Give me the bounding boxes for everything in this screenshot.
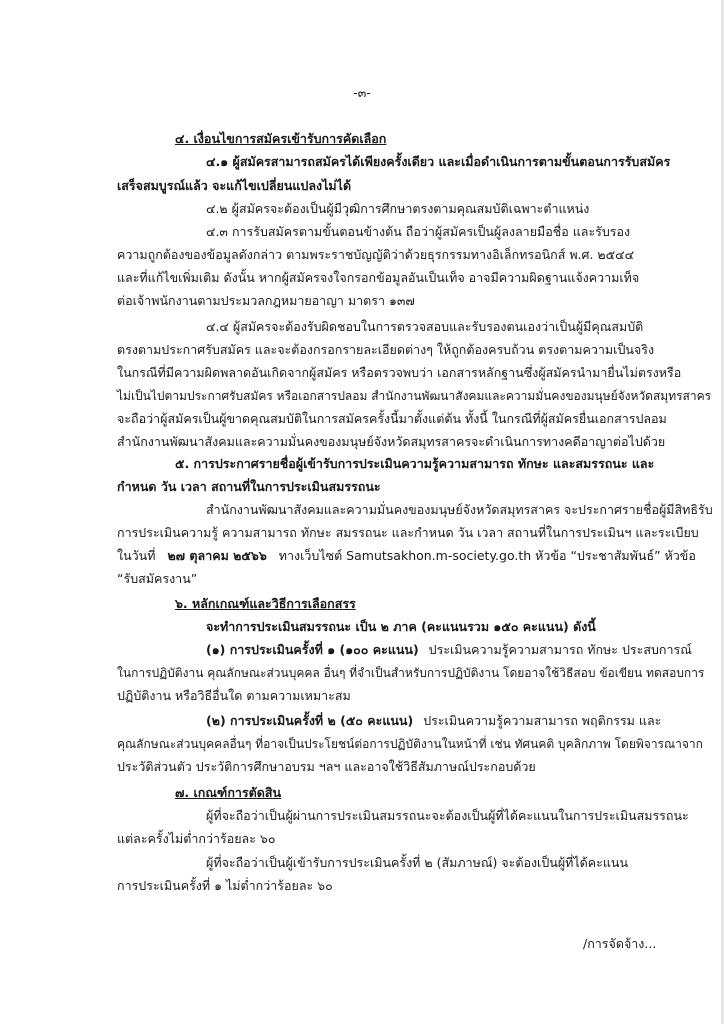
part-2-line-2: คุณลักษณะส่วนบุคคลอื่นๆ ที่อาจเป็นประโยชน์ต่อการปฏิบัติงานในหน้าที่ เช่น ทัศนคติ บุคลิกภาพ โดยพิจารณาจาก: [117, 737, 703, 751]
section-5-line-4: “รับสมัครงาน”: [117, 571, 198, 586]
part-2-line-3: ประวัติส่วนตัว ประวัติการศึกษาอบรม ฯลฯ และอาจใช้วิธีสัมภาษณ์ประกอบด้วย: [117, 759, 536, 774]
section-4-heading: [0, 131, 724, 147]
part-2-description: ประเมินความรู้ความสามารถ พฤติกรรม และ: [423, 713, 662, 728]
section-7-heading: [0, 785, 724, 801]
date-prefix: ในวันที่: [117, 548, 156, 563]
item-4-3-line-2: ความถูกต้องของข้อมูลดังกล่าว ตามพระราชบัญญัติว่าด้วยธุรกรรมทางอิเล็กทรอนิกส์ พ.ศ. ๒๕๔๔: [117, 247, 635, 262]
part-1-description: ประเมินความรู้ความสามารถ ทักษะ ประสบการณ์: [428, 642, 692, 657]
section-5-heading-line-1: ๕. การประกาศรายชื่อผู้เข้ารับการประเมินความรู้ความสามารถ ทักษะ และสมรรถนะ และ: [175, 456, 655, 471]
continuation-marker: /การจัดจ้าง...: [583, 936, 657, 951]
section-7-heading-text: ๗. เกณฑ์การตัดสิน: [175, 785, 282, 800]
website-reference: ทางเว็บไซต์ Samutsakhon.m-society.go.th หัวข้อ “ประชาสัมพันธ์” หัวข้อ: [278, 548, 696, 563]
item-4-3-line-4: ต่อเจ้าพนักงานตามประมวลกฎหมายอาญา มาตรา ๑๓๗: [117, 293, 415, 308]
section-7-para-2-line-1: ผู้ที่จะถือว่าเป็นผู้เข้ารับการประเมินครั้งที่ ๒ (สัมภาษณ์) จะต้องเป็นผู้ที่ได้คะแนน: [206, 855, 629, 870]
section-6-heading: [0, 596, 724, 612]
item-4-4-line-3: ในกรณีที่มีความผิดพลาดอันเกิดจากผู้สมัคร หรือตรวจพบว่า เอกสารหลักฐานซึ่งผู้สมัครนำมายื่นไม่ตรงหรือ: [117, 365, 682, 380]
section-7-para-1-line-1: ผู้ที่จะถือว่าเป็นผู้ผ่านการประเมินสมรรถนะจะต้องเป็นผู้ที่ได้คะแนนในการประเมินสมรรถนะ: [206, 808, 689, 823]
section-6-subheading: จะทำการประเมินสมรรถนะ เป็น ๒ ภาค (คะแนนรวม ๑๕๐ คะแนน) ดังนี้: [206, 619, 596, 634]
item-4-1-line-1: ๔.๑ ผู้สมัครสามารถสมัครได้เพียงครั้งเดียว และเมื่อดำเนินการตามขั้นตอนการรับสมัคร: [206, 154, 671, 169]
section-7-para-1-line-2: แต่ละครั้งไม่ต่ำกว่าร้อยละ ๖๐: [117, 831, 276, 846]
part-2-line-1: [0, 713, 724, 729]
item-4-4-line-2: ตรงตามประกาศรับสมัคร และจะต้องกรอกรายละเอียดต่างๆ ให้ถูกต้องครบถ้วน ตรงตามความเป็นจริง: [117, 342, 655, 357]
part-1-line-1: [0, 642, 724, 658]
section-5-line-3: [0, 548, 724, 564]
section-5-line-1: สำนักงานพัฒนาสังคมและความมั่นคงของมนุษย์จังหวัดสมุทรสาคร จะประกาศรายชื่อผู้มีสิทธิรับ: [206, 502, 713, 517]
item-4-3-line-3: และที่แก้ไขเพิ่มเติม ดังนั้น หากผู้สมัครจงใจกรอกข้อมูลอันเป็นเท็จ อาจมีความผิดฐานแจ้งความเท็จ: [117, 270, 640, 285]
section-6-heading-text: ๖. หลักเกณฑ์และวิธีการเลือกสรร: [175, 596, 356, 611]
section-5-line-2: การประเมินความรู้ ความสามารถ ทักษะ สมรรถนะ และกำหนด วัน เวลา สถานที่ในการประเมินฯ และระเบียบ: [117, 525, 699, 540]
section-5-heading-line-2: กำหนด วัน เวลา สถานที่ในการประเมินสมรรถนะ: [117, 479, 381, 494]
announcement-date: ๒๗ ตุลาคม ๒๕๖๖: [167, 548, 267, 563]
item-4-4-line-6: สำนักงานพัฒนาสังคมและความมั่นคงของมนุษย์จังหวัดสมุทรสาครจะดำเนินการทางคดีอาญาต่อไปด้วย: [117, 434, 666, 449]
page-number: -๓-: [353, 85, 371, 100]
item-4-4-line-1: ๔.๔ ผู้สมัครจะต้องรับผิดชอบในการตรวจสอบและรับรองตนเองว่าเป็นผู้มีคุณสมบัติ: [206, 319, 644, 334]
part-2-label: (๒) การประเมินครั้งที่ ๒ (๕๐ คะแนน): [206, 713, 414, 728]
item-4-4-line-4: ไม่เป็นไปตามประกาศรับสมัคร หรือเอกสารปลอม สำนักงานพัฒนาสังคมและความมั่นคงของมนุษย์จังหวัดสมุทรสาคร: [117, 389, 712, 403]
part-1-label: (๑) การประเมินครั้งที่ ๑ (๑๐๐ คะแนน): [206, 642, 419, 657]
item-4-2: ๔.๒ ผู้สมัครจะต้องเป็นผู้มีวุฒิการศึกษาตรงตามคุณสมบัติเฉพาะตำแหน่ง: [206, 201, 590, 216]
section-7-para-2-line-2: การประเมินครั้งที่ ๑ ไม่ต่ำกว่าร้อยละ ๖๐: [117, 878, 333, 893]
part-1-line-3: ปฏิบัติงาน หรือวิธีอื่นใด ตามความเหมาะสม: [117, 688, 351, 703]
item-4-4-line-5: จะถือว่าผู้สมัครเป็นผู้ขาดคุณสมบัติในการสมัครครั้งนี้มาตั้งแต่ต้น ทั้งนี้ ในกรณีที่ผู้สมัครยื่นเอกสารปลอม: [117, 411, 667, 426]
item-4-3-line-1: ๔.๓ การรับสมัครตามขั้นตอนข้างต้น ถือว่าผู้สมัครเป็นผู้ลงลายมือชื่อ และรับรอง: [206, 224, 631, 239]
item-4-1-line-2: เสร็จสมบูรณ์แล้ว จะแก้ไขเปลี่ยนแปลงไม่ได้: [117, 178, 352, 193]
part-1-line-2: ในการปฏิบัติงาน คุณลักษณะส่วนบุคคล อื่นๆ ที่จำเป็นสำหรับการปฏิบัติงาน โดยอาจใช้วิธีสอบ ข้อเขียน ทดสอบการ: [117, 666, 705, 680]
section-4-heading-text: ๔. เงื่อนไขการสมัครเข้ารับการคัดเลือก: [175, 131, 387, 146]
